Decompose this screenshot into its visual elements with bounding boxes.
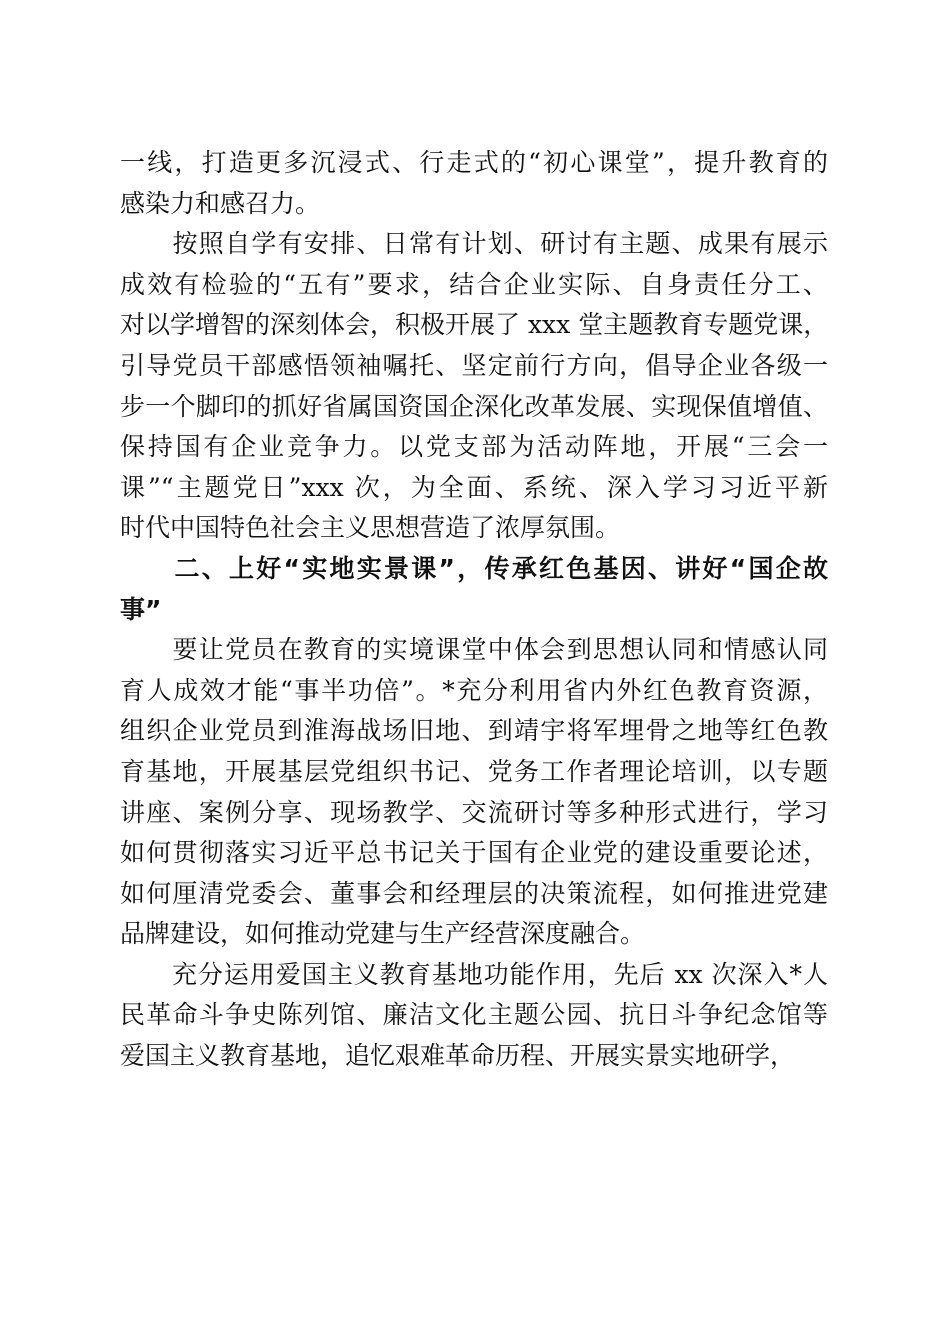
text-line: 充分运用爱国主义教育基地功能作用，先后 xx 次深入*人 <box>120 959 828 989</box>
paragraph-patriotic-bases <box>120 955 828 1077</box>
text-line: 如何贯彻落实习近平总书记关于国有企业党的建设重要论述， <box>120 838 828 868</box>
text-line: 步一个脚印的抓好省属国资国企深化改革发展、实现保值增值、 <box>120 391 828 421</box>
text-line: 感染力和感召力。 <box>120 188 321 218</box>
paragraph-study-arrangement <box>120 224 828 549</box>
text-line: 课”“主题党日”xxx 次，为全面、系统、深入学习习近平新 <box>120 472 828 502</box>
heading-line: 事” <box>120 594 162 624</box>
text-line: 如何厘清党委会、董事会和经理层的决策流程，如何推进党建 <box>120 878 828 908</box>
text-line: 对以学增智的深刻体会，积极开展了 xxx 堂主题教育专题党课， <box>120 310 829 340</box>
text-line: 育基地，开展基层党组织书记、党务工作者理论培训，以专题 <box>120 756 828 786</box>
text-line: 成效有检验的“五有”要求，结合企业实际、自身责任分工、 <box>120 269 828 299</box>
paragraph-intro-continuation <box>120 143 828 224</box>
heading-line: 二、上好“实地实景课”，传承红色基因、讲好“国企故 <box>120 553 828 583</box>
document-body <box>120 143 828 1077</box>
text-line: 爱国主义教育基地，追忆艰难革命历程、开展实景实地研学， <box>120 1041 796 1071</box>
section-heading <box>120 549 828 630</box>
text-line: 保持国有企业竞争力。以党支部为活动阵地，开展“三会一 <box>120 432 828 462</box>
text-line: 品牌建设，如何推动党建与生产经营深度融合。 <box>120 919 646 949</box>
paragraph-onsite-education <box>120 630 828 955</box>
text-line: 按照自学有安排、日常有计划、研讨有主题、成果有展示 <box>120 229 828 259</box>
text-line: 时代中国特色社会主义思想营造了浓厚氛围。 <box>120 513 621 543</box>
text-line: 要让党员在教育的实境课堂中体会到思想认同和情感认同 <box>120 635 828 665</box>
text-line: 育人成效才能“事半功倍”。*充分利用省内外红色教育资源， <box>120 675 828 705</box>
text-line: 民革命斗争史陈列馆、廉洁文化主题公园、抗日斗争纪念馆等 <box>120 1000 828 1030</box>
text-line: 一线，打造更多沉浸式、行走式的“初心课堂”，提升教育的 <box>120 148 828 177</box>
text-line: 讲座、案例分享、现场教学、交流研讨等多种形式进行，学习 <box>120 797 828 827</box>
text-line: 组织企业党员到淮海战场旧地、到靖宇将军埋骨之地等红色教 <box>120 716 828 746</box>
text-line: 引导党员干部感悟领袖嘱托、坚定前行方向，倡导企业各级一 <box>120 350 828 380</box>
